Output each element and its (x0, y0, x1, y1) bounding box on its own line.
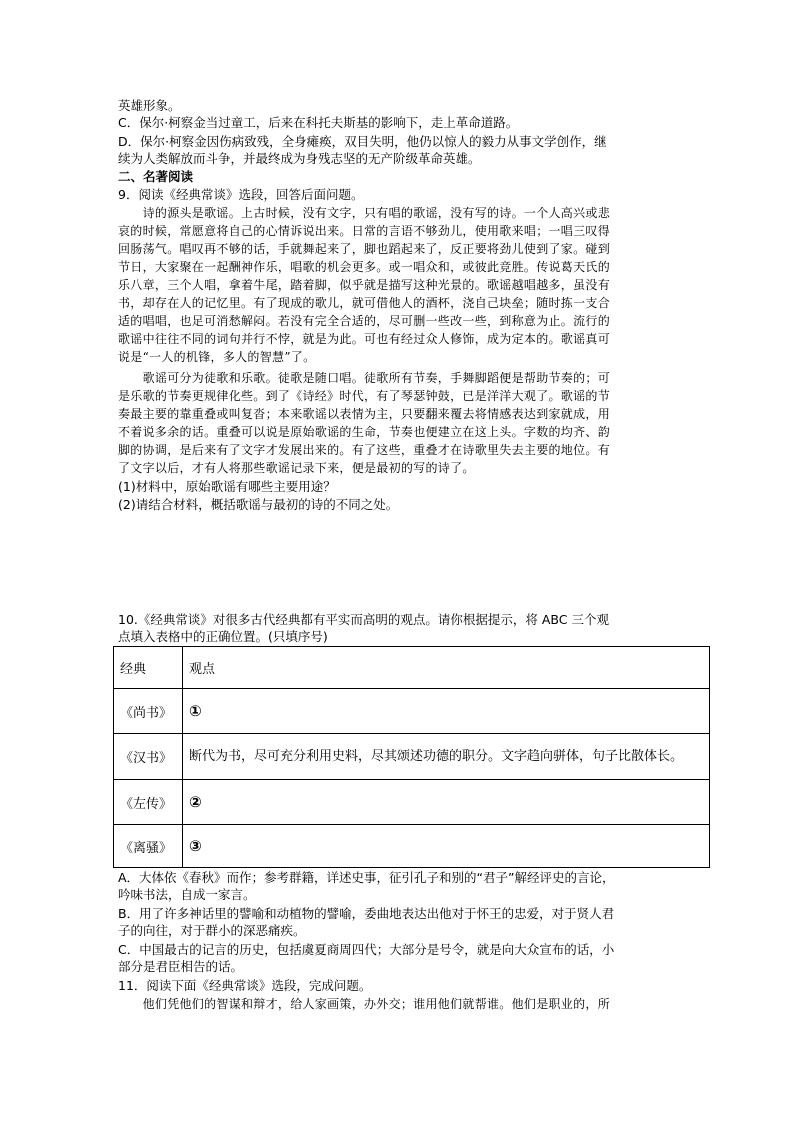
table-row (114, 780, 710, 825)
passage-line: 不着说多余的话。重叠可以说是原始歌谣的生命，节奏也便建立在这上头。字数的均齐、韵 (118, 425, 611, 439)
question-10-intro: 点填入表格中的正确位置。(只填序号) (118, 629, 328, 644)
option-c: C．中国最古的记言的历史，包括虞夏商周四代；大部分是号令，就是向大众宣布的话，小 (118, 942, 615, 957)
section-heading: 二、名著阅读 (118, 169, 194, 184)
passage-line: 歌谣可分为徒歌和乐歌。徒歌是随口唱。徒歌所有节奏，手舞脚蹈便是帮助节奏的；可 (118, 371, 611, 385)
text-line: 续为人类解放而斗争，并最终成为身残志坚的无产阶级革命英雄。 (118, 151, 481, 166)
option-b: B．用了许多神话里的譬喻和动植物的譬喻，委曲地表达出他对于怀王的忠爱，对于贤人君 (118, 906, 615, 921)
table-row (114, 734, 710, 780)
table-cell-view: 断代为书，尽可充分利用史料，尽其颂述功德的职分。文字趋向骈体，句子比散体长。 (183, 734, 710, 780)
passage-line: 奏最主要的靠重叠或叫复沓；本来歌谣以表情为主，只要翻来覆去将情感表达到家就成，用 (118, 407, 611, 421)
sub-question-2: (2)请结合材料，概括歌谣与最初的诗的不同之处。 (118, 497, 399, 512)
passage-line: 适的唱唱，也足可消愁解闷。若没有完全合适的，尽可删一些改一些，到称意为止。流行的 (118, 314, 611, 328)
answer-slot: ① (183, 689, 710, 734)
answer-slot: ③ (183, 825, 710, 868)
table-header-classic: 经典 (114, 647, 183, 689)
table-cell-book: 《汉书》 (114, 734, 183, 780)
text-line: 英雄形象。 (118, 98, 181, 113)
passage-line: 是乐歌的节奏更规律化些。到了《诗经》时代，有了琴瑟钟鼓，已是洋洋大观了。歌谣的节 (118, 389, 611, 403)
option-c: C．保尔·柯察金当过童工，后来在科托夫斯基的影响下，走上革命道路。 (118, 115, 519, 130)
option-a-cont: 吟味书法，自成一家言。 (118, 887, 256, 902)
option-a: A．大体依《春秋》而作；参考群籍，详述史事，征引孔子和别的“君子”解经评史的言论， (118, 870, 615, 885)
passage-line: 了文字以后，才有人将那些歌谣记录下来，便是最初的写的诗了。 (118, 461, 475, 475)
option-d: D．保尔·柯察金因伤病致残，全身瘫痪，双目失明，他仍以惊人的毅力从事文学创作，继 (118, 134, 607, 149)
table-cell-book: 《左传》 (114, 780, 183, 825)
table-cell-book: 《尚书》 (114, 689, 183, 734)
passage-line: 诗的源头是歌谣。上古时候，没有文字，只有唱的歌谣，没有写的诗。一个人高兴或悲 (118, 206, 611, 220)
question-10-intro: 10.《经典常谈》对很多古代经典都有平实而高明的观点。请你根据提示，将 ABC 三个观 (118, 612, 609, 627)
option-c-cont: 部分是君臣相告的话。 (118, 959, 244, 974)
passage-line: 书，却存在人的记忆里。有了现成的歌儿，就可借他人的酒杯，浇自己块垒；随时拣一支合 (118, 296, 611, 310)
option-b-cont: 子的向往，对于群小的深恶痛疾。 (118, 923, 306, 938)
answer-slot: ② (183, 780, 710, 825)
passage-line: 歌谣中往往不同的词句并行不悖，就是为此。可也有经过众人修饰，成为定本的。歌谣真可 (118, 332, 611, 346)
passage-line: 脚的协调，是后来有了文字才发展出来的。有了这些，重叠才在诗歌里失去主要的地位。有 (118, 443, 611, 457)
passage-line: 他们凭他们的智谋和辩才，给人家画策，办外交；谁用他们就帮谁。他们是职业的，所 (118, 997, 611, 1011)
passage-line: 说是“一人的机锋，多人的智慧”了。 (118, 350, 316, 364)
table-row (114, 689, 710, 734)
passage-line: 节日，大家聚在一起酬神作乐，唱歌的机会更多。或一唱众和，或彼此竞胜。传说葛天氏的 (118, 260, 611, 274)
table-cell-book: 《离骚》 (114, 825, 183, 868)
passage-line: 回肠荡气。唱叹再不够的话，手就舞起来了，脚也蹈起来了，反正要将劲儿使到了家。碰到 (118, 242, 611, 256)
table-row (114, 825, 710, 868)
table-header-view: 观点 (183, 647, 710, 689)
classics-table (113, 646, 710, 868)
question-9-intro: 9．阅读《经典常谈》选段，回答后面问题。 (118, 187, 364, 202)
passage-line: 哀的时候，常愿意将自己的心情诉说出来。日常的言语不够劲儿，使用歌来唱；一唱三叹得 (118, 224, 611, 238)
passage-line: 乐八章，三个人唱，拿着牛尾，踏着脚，似乎就是描写这种光景的。歌谣越唱越多，虽没有 (118, 278, 611, 292)
sub-question-1: (1)材料中，原始歌谣有哪些主要用途？ (118, 479, 336, 494)
question-11-intro: 11．阅读下面《经典常谈》选段，完成问题。 (118, 978, 372, 993)
